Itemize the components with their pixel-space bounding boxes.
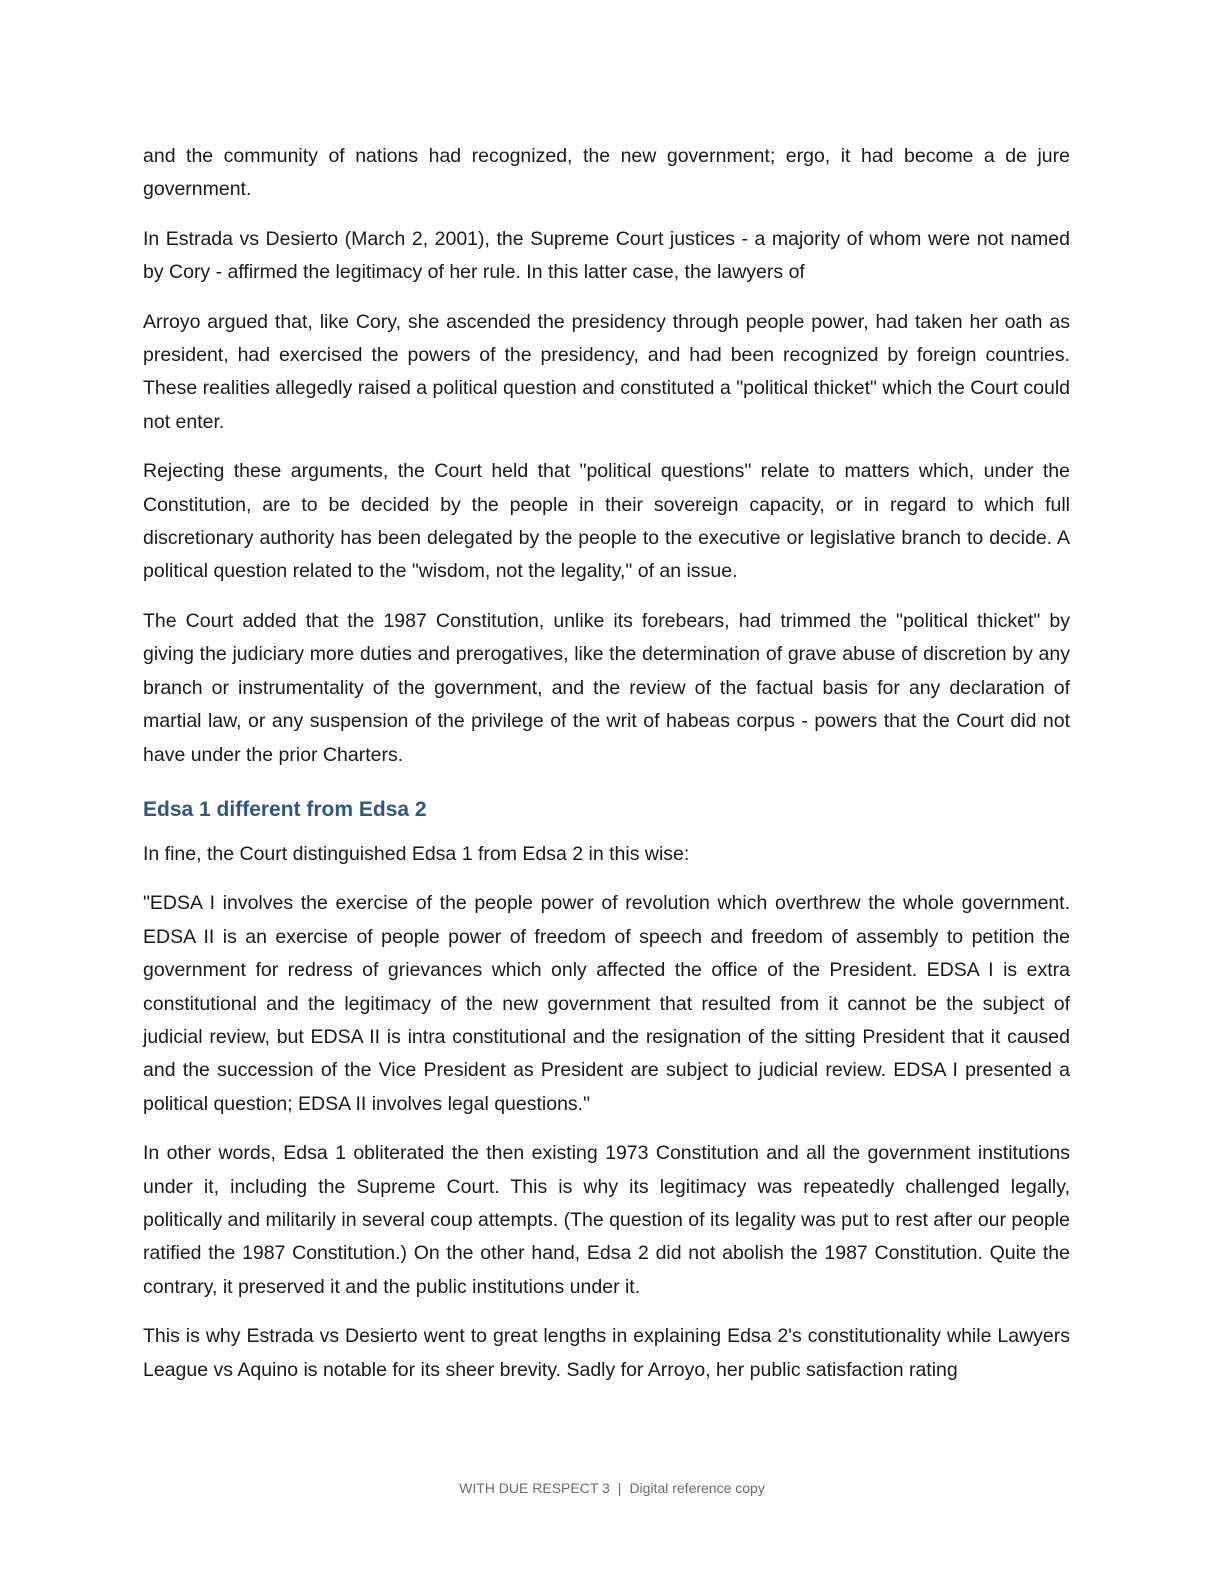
paragraph-3: Arroyo argued that, like Cory, she ascended the presidency through people power, had taken her oath as president, had exercised the powers of the presidency, and had been recognized by foreign countries. These realities allegedly raised a political question and constituted a "political thicket" which the Court could not enter. (143, 310, 1070, 433)
footer-note: Digital reference copy (629, 1480, 765, 1496)
footer-title: WITH DUE RESPECT 3 (459, 1480, 610, 1496)
paragraph-1: and the community of nations had recognized, the new government; ergo, it had become a de jure government. (143, 145, 1070, 201)
paragraph-5: The Court added that the 1987 Constitution, unlike its forebears, had trimmed the "political thicket" by giving the judiciary more duties and prerogatives, like the determination of grave abuse of discretion by any branch or instrumentality of the government, and the review of the factual basis for any declaration of martial law, or any suspension of the privilege of the writ of habeas corpus - powers that the Court did not have under the prior Charters. (143, 609, 1070, 766)
paragraph-8: In other words, Edsa 1 obliterated the then existing 1973 Constitution and all the government institutions under it, including the Supreme Court. This is why its legitimacy was repeatedly challenged legally, politically and militarily in several coup attempts. (The question of its legality was put to rest after our people ratified the 1987 Constitution.) On the other hand, Edsa 2 did not abolish the 1987 Constitution. Quite the contrary, it preserved it and the public institutions under it. (143, 1142, 1070, 1298)
paragraph-4: Rejecting these arguments, the Court held that "political questions" relate to matters which, under the Constitution, are to be decided by the people in their sovereign capacity, or in regard to which full discretionary authority has been delegated by the people to the executive or legislative branch to decide. A political question related to the "wisdom, not the legality," of an issue. (143, 460, 1070, 583)
paragraph-2: In Estrada vs Desierto (March 2, 2001), the Supreme Court justices - a majority of whom were not named by Cory - affirmed the legitimacy of her rule. In this latter case, the lawyers of (143, 227, 1070, 284)
paragraph-9: This is why Estrada vs Desierto went to great lengths in explaining Edsa 2's constitutionality while Lawyers League vs Aquino is notable for its sheer brevity. Sadly for Arroyo, her public satisfaction rating (143, 1325, 1070, 1381)
document-body (143, 140, 1070, 1403)
page-footer (0, 1480, 1224, 1496)
footer-separator: | (617, 1480, 622, 1496)
paragraph-7-quote: "EDSA I involves the exercise of the people power of revolution which overthrew the whole government. EDSA II is an exercise of people power of freedom of speech and freedom of assembly to petition the government for redress of grievances which only affected the office of the President. EDSA I is extra constitutional and the legitimacy of the new government that resulted from it cannot be the subject of judicial review, but EDSA II is intra constitutional and the resignation of the sitting President that it caused and the succession of the Vice President as President are subject to judicial review. EDSA I presented a political question; EDSA II involves legal questions." (143, 892, 1070, 1115)
section-heading: Edsa 1 different from Edsa 2 (143, 797, 427, 821)
paragraph-6: In fine, the Court distinguished Edsa 1 from Edsa 2 in this wise: (143, 842, 690, 865)
